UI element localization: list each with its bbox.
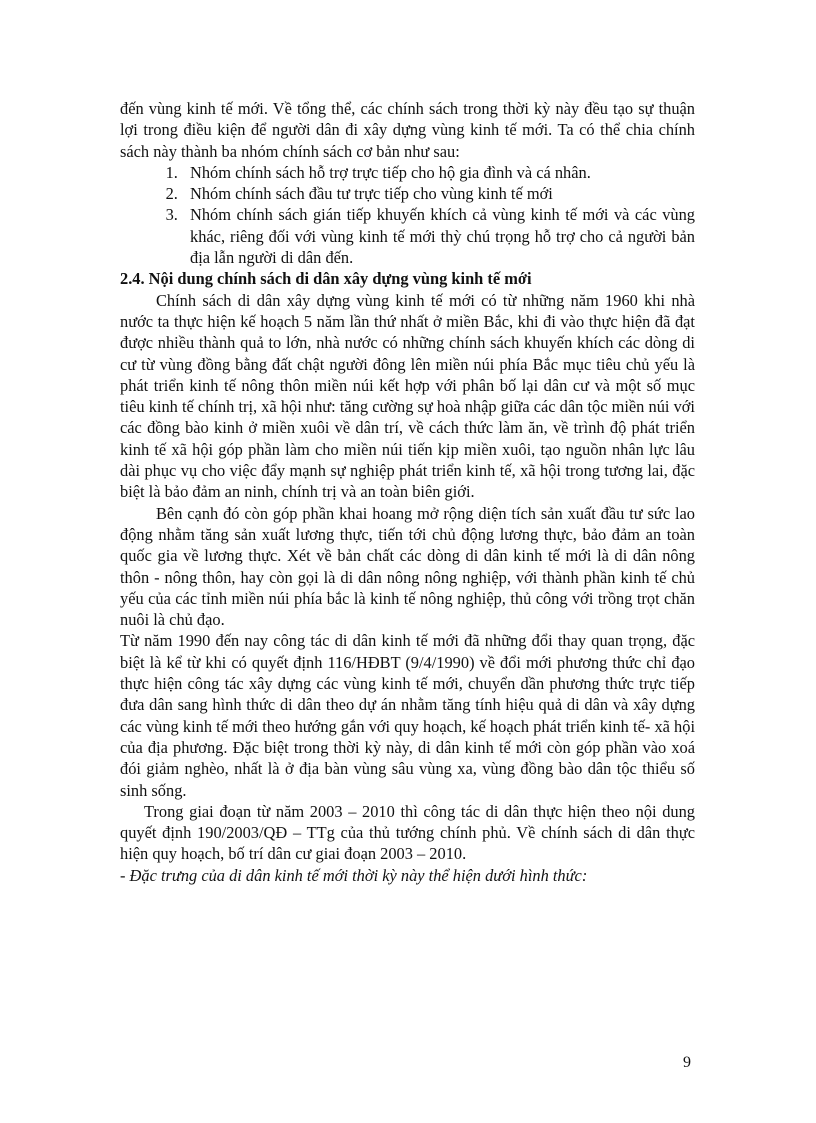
paragraph-2: Bên cạnh đó còn góp phần khai hoang mở rộng diện tích sản xuất đầu tư sức lao động nhằm tăng sản xuất lương thực, tiến tới chủ động lương thực, bảo đảm an toàn quốc gia về lương thực. Xét về bản chất các dòng di dân kinh tế mới là di dân nông thôn - nông thôn, hay còn gọi là di dân nông nông nghiệp, với thành phần kinh tế chủ yếu của các tỉnh miền núi phía bắc là kinh tế nông nghiệp, thủ công với trồng trọt chăn nuôi là chủ đạo. xyxy=(120,503,695,630)
policy-group-list xyxy=(120,162,695,268)
paragraph-5: - Đặc trưng của di dân kinh tế mới thời kỳ này thể hiện dưới hình thức: xyxy=(120,865,588,885)
paragraph-1: Chính sách di dân xây dựng vùng kinh tế mới có từ những năm 1960 khi nhà nước ta thực hiện kế hoạch 5 năm lần thứ nhất ở miền Bắc, khi đi vào thực hiện đã đạt được nhiều thành quả to lớn, nhà nước có những chính sách khuyến khích các dòng di cư từ vùng đồng bằng đất chật người đông lên miền núi phía Bắc mục tiêu chủ yếu là phát triển kinh tế nông thôn miền núi kết hợp với phân bố lại dân cư và một số mục tiêu kinh tế chính trị, xã hội như: tăng cường sự hoà nhập giữa các dân tộc miền núi với các đồng bào kinh ở miền xuôi về dân trí, về cách thức làm ăn, về trình độ phát triển kinh tế xã hội góp phần làm cho miền núi tiến kịp miền xuôi, tạo nguồn nhân lực lâu dài phục vụ cho việc đẩy mạnh sự nghiệp phát triển kinh tế, xã hội trong tương lai, đặc biệt là bảo đảm an ninh, chính trị và an toàn biên giới. xyxy=(120,290,695,502)
paragraph-3: Từ năm 1990 đến nay công tác di dân kinh tế mới đã những đổi thay quan trọng, đặc biệt là kể từ khi có quyết định 116/HĐBT (9/4/1990) về đổi mới phương thức chỉ đạo thực hiện công tác xây dựng các vùng kinh tế mới, chuyển dần phương thức trực tiếp đưa dân sang hình thức di dân theo dự án nhằm tăng tính hiệu quả di dân và xây dựng các vùng kinh tế mới theo hướng gắn với quy hoạch, kế hoạch phát triển kinh tế- xã hội của địa phương. Đặc biệt trong thời kỳ này, di dân kinh tế mới còn góp phần vào xoá đói giảm nghèo, nhất là ở địa bàn vùng sâu vùng xa, vùng đồng bào dân tộc thiểu số sinh sống. xyxy=(120,631,695,800)
intro-paragraph: đến vùng kinh tế mới. Về tổng thể, các chính sách trong thời kỳ này đều tạo sự thuận lợi trong điều kiện để người dân đi xây dựng vùng kinh tế mới. Ta có thể chia chính sách này thành ba nhóm chính sách cơ bản như sau: xyxy=(120,99,695,161)
paragraph-4: Trong giai đoạn từ năm 2003 – 2010 thì công tác di dân thực hiện theo nội dung quyết định 190/2003/QĐ – TTg của thủ tướng chính phủ. Về chính sách di dân thực hiện quy hoạch, bố trí dân cư giai đoạn 2003 – 2010. xyxy=(120,801,695,864)
list-item: 3. Nhóm chính sách gián tiếp khuyến khích cả vùng kinh tế mới và các vùng khác, riêng đối với vùng kinh tế mới thỳ chú trọng hỗ trợ cho cả người bản địa lẫn người di dân đến. xyxy=(182,204,695,268)
section-heading: 2.4. Nội dung chính sách di dân xây dựng vùng kinh tế mới xyxy=(120,269,532,289)
document-page xyxy=(120,98,695,886)
list-item: 1. Nhóm chính sách hỗ trợ trực tiếp cho hộ gia đình và cá nhân. xyxy=(182,162,695,183)
page-number: 9 xyxy=(683,1054,691,1071)
list-item: 2. Nhóm chính sách đầu tư trực tiếp cho vùng kinh tế mới xyxy=(182,183,695,204)
